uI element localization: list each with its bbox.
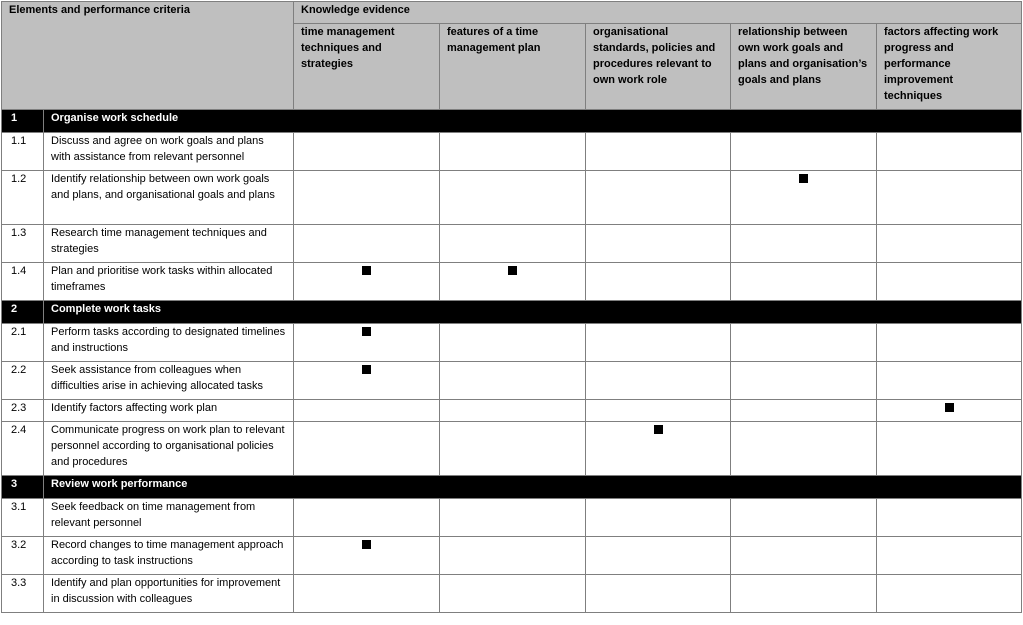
mark-cell: [586, 362, 731, 400]
mark-cell: [586, 263, 731, 301]
mark-cell: [294, 133, 440, 171]
section-number: 2: [2, 301, 44, 324]
mark-cell: [440, 324, 586, 362]
mark-cell: [440, 422, 586, 476]
criterion-text: Research time management techniques and strategies: [44, 225, 294, 263]
section-row: [2, 110, 1022, 133]
mark-cell: [440, 575, 586, 613]
table-row: [2, 171, 1022, 225]
criterion-number: 1.1: [2, 133, 44, 171]
mark-cell: [294, 499, 440, 537]
table-row: [2, 263, 1022, 301]
criterion-number: 3.2: [2, 537, 44, 575]
mark-cell: [877, 133, 1022, 171]
mark-cell: [294, 575, 440, 613]
mark-cell: [877, 324, 1022, 362]
criterion-number: 1.3: [2, 225, 44, 263]
criterion-text: Discuss and agree on work goals and plans with assistance from relevant personnel: [44, 133, 294, 171]
column-header: relationship between own work goals and plans and organisation’s goals and plans: [731, 24, 877, 110]
mark-cell: [294, 171, 440, 225]
mark-cell: [731, 171, 877, 225]
table-row: [2, 537, 1022, 575]
mark-cell: [731, 400, 877, 422]
mark-cell: [440, 171, 586, 225]
mark-cell: [586, 499, 731, 537]
criterion-text: Communicate progress on work plan to relevant personnel according to organisational policies and procedures: [44, 422, 294, 476]
criterion-number: 2.1: [2, 324, 44, 362]
mark-cell: [586, 422, 731, 476]
mark-cell: [731, 225, 877, 263]
mark-cell: [731, 324, 877, 362]
mark-cell: [294, 324, 440, 362]
mark-cell: [440, 133, 586, 171]
criterion-number: 2.3: [2, 400, 44, 422]
criterion-text: Seek assistance from colleagues when difficulties arise in achieving allocated tasks: [44, 362, 294, 400]
table-row: [2, 225, 1022, 263]
mark-cell: [586, 537, 731, 575]
evidence-mark-icon: [945, 403, 954, 412]
evidence-mark-icon: [654, 425, 663, 434]
section-title: Complete work tasks: [44, 301, 1022, 324]
mark-cell: [586, 133, 731, 171]
mark-cell: [294, 263, 440, 301]
criterion-text: Identify and plan opportunities for improvement in discussion with colleagues: [44, 575, 294, 613]
table-row: [2, 362, 1022, 400]
mark-cell: [731, 362, 877, 400]
evidence-mark-icon: [508, 266, 517, 275]
section-row: [2, 301, 1022, 324]
header-row-top: [2, 2, 1022, 24]
mark-cell: [586, 400, 731, 422]
evidence-mark-icon: [799, 174, 808, 183]
mark-cell: [440, 362, 586, 400]
mark-cell: [877, 537, 1022, 575]
evidence-mark-icon: [362, 365, 371, 374]
mark-cell: [440, 537, 586, 575]
criterion-number: 1.4: [2, 263, 44, 301]
column-header: time management techniques and strategies: [294, 24, 440, 110]
mark-cell: [731, 575, 877, 613]
section-number: 3: [2, 476, 44, 499]
mark-cell: [586, 575, 731, 613]
mark-cell: [440, 225, 586, 263]
mark-cell: [294, 422, 440, 476]
criterion-number: 3.3: [2, 575, 44, 613]
table-row: [2, 400, 1022, 422]
criterion-text: Perform tasks according to designated timelines and instructions: [44, 324, 294, 362]
mark-cell: [877, 362, 1022, 400]
criterion-text: Record changes to time management approach according to task instructions: [44, 537, 294, 575]
column-header: features of a time management plan: [440, 24, 586, 110]
mark-cell: [877, 575, 1022, 613]
mark-cell: [877, 400, 1022, 422]
mark-cell: [877, 263, 1022, 301]
column-header: factors affecting work progress and performance improvement techniques: [877, 24, 1022, 110]
mark-cell: [731, 537, 877, 575]
mark-cell: [586, 324, 731, 362]
mark-cell: [586, 171, 731, 225]
criterion-text: Seek feedback on time management from relevant personnel: [44, 499, 294, 537]
mark-cell: [731, 499, 877, 537]
mark-cell: [294, 362, 440, 400]
table-row: [2, 133, 1022, 171]
evidence-mark-icon: [362, 327, 371, 336]
section-title: Review work performance: [44, 476, 1022, 499]
mark-cell: [586, 225, 731, 263]
mark-cell: [294, 225, 440, 263]
criterion-number: 1.2: [2, 171, 44, 225]
criterion-text: Identify factors affecting work plan: [44, 400, 294, 422]
knowledge-evidence-header: Knowledge evidence: [294, 2, 1022, 24]
mark-cell: [294, 400, 440, 422]
table-row: [2, 324, 1022, 362]
mark-cell: [440, 263, 586, 301]
mark-cell: [877, 225, 1022, 263]
table-row: [2, 422, 1022, 476]
section-number: 1: [2, 110, 44, 133]
mark-cell: [877, 499, 1022, 537]
criterion-number: 2.4: [2, 422, 44, 476]
mark-cell: [877, 171, 1022, 225]
mark-cell: [294, 537, 440, 575]
table-row: [2, 575, 1022, 613]
column-header: organisational standards, policies and procedures relevant to own work role: [586, 24, 731, 110]
evidence-mark-icon: [362, 266, 371, 275]
elements-header: Elements and performance criteria: [2, 2, 294, 110]
mapping-table: [1, 1, 1022, 613]
mark-cell: [731, 422, 877, 476]
section-row: [2, 476, 1022, 499]
mark-cell: [440, 499, 586, 537]
criterion-number: 3.1: [2, 499, 44, 537]
mark-cell: [731, 133, 877, 171]
mark-cell: [877, 422, 1022, 476]
criterion-text: Plan and prioritise work tasks within allocated timeframes: [44, 263, 294, 301]
section-title: Organise work schedule: [44, 110, 1022, 133]
criterion-text: Identify relationship between own work goals and plans, and organisational goals and plans: [44, 171, 294, 225]
criterion-number: 2.2: [2, 362, 44, 400]
table-row: [2, 499, 1022, 537]
mark-cell: [731, 263, 877, 301]
mark-cell: [440, 400, 586, 422]
evidence-mark-icon: [362, 540, 371, 549]
